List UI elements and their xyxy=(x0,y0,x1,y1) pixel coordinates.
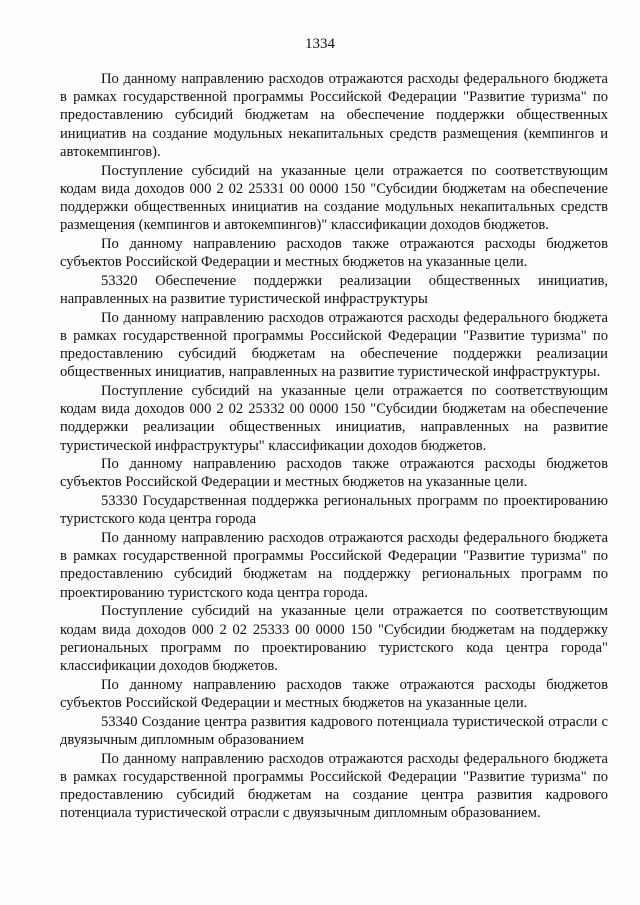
paragraph: По данному направлению расходов также отражаются расходы бюджетов субъектов Российской Федерации и местных бюджетов на указанные цели. xyxy=(60,235,608,271)
section-heading: 53340 Создание центра развития кадрового потенциала туристической отрасли с двуязычным дипломным образованием xyxy=(60,713,608,748)
paragraph: По данному направлению расходов также отражаются расходы бюджетов субъектов Российской Федерации и местных бюджетов на указанные цели. xyxy=(60,676,608,711)
section-heading: 53320 Обеспечение поддержки реализации общественных инициатив, направленных на развитие туристической инфраструктуры xyxy=(60,272,608,307)
paragraph: По данному направлению расходов отражаются расходы федерального бюджета в рамках государственной программы Российской Федерации "Развитие туризма" по предоставлению субсидий бюджетам на обеспечение поддержки реализации общественных инициатив, направленных на развитие туристической инфраструктуры. xyxy=(60,309,608,381)
paragraph: По данному направлению расходов отражаются расходы федерального бюджета в рамках государственной программы Российской Федерации "Развитие туризма" по предоставлению субсидий бюджетам на поддержку региональных программ по проектированию туристского кода центра города. xyxy=(60,530,608,601)
paragraph: По данному направлению расходов также отражаются расходы бюджетов субъектов Российской Федерации и местных бюджетов на указанные цели. xyxy=(60,456,608,491)
section-heading: 53330 Государственная поддержка региональных программ по проектированию туристского кода центра города xyxy=(60,493,608,528)
page-number: 1334 xyxy=(305,36,335,52)
paragraph: Поступление субсидий на указанные цели отражается по соответствующим кодам вида доходов 000 2 02 25331 00 0000 150 "Субсидии бюджетам на обеспечение поддержки общественных инициатив на создание модульных некапитальных средств размещения (кемпингов и автокемпингов)" классификации доходов бюджетов. xyxy=(60,162,608,234)
paragraph: Поступление субсидий на указанные цели отражается по соответствующим кодам вида доходов 000 2 02 25333 00 0000 150 "Субсидии бюджетам на поддержку региональных программ по проектированию туристского кода центра города" классификации доходов бюджетов. xyxy=(60,603,608,674)
paragraph: По данному направлению расходов отражаются расходы федерального бюджета в рамках государственной программы Российской Федерации "Развитие туризма" по предоставлению субсидий бюджетам на создание центра развития кадрового потенциала туристической отрасли с двуязычным дипломным образованием. xyxy=(60,750,608,822)
paragraph: Поступление субсидий на указанные цели отражается по соответствующим кодам вида доходов 000 2 02 25332 00 0000 150 "Субсидии бюджетам на обеспечение поддержки реализации общественных инициатив, направленных на развитие туристической инфраструктуры" классификации доходов бюджетов. xyxy=(60,382,608,454)
paragraph: По данному направлению расходов отражаются расходы федерального бюджета в рамках государственной программы Российской Федерации "Развитие туризма" по предоставлению субсидий бюджетам на обеспечение поддержки общественных инициатив на создание модульных некапитальных средств размещения (кемпингов и автокемпингов). xyxy=(60,71,608,160)
document-body xyxy=(60,70,608,823)
